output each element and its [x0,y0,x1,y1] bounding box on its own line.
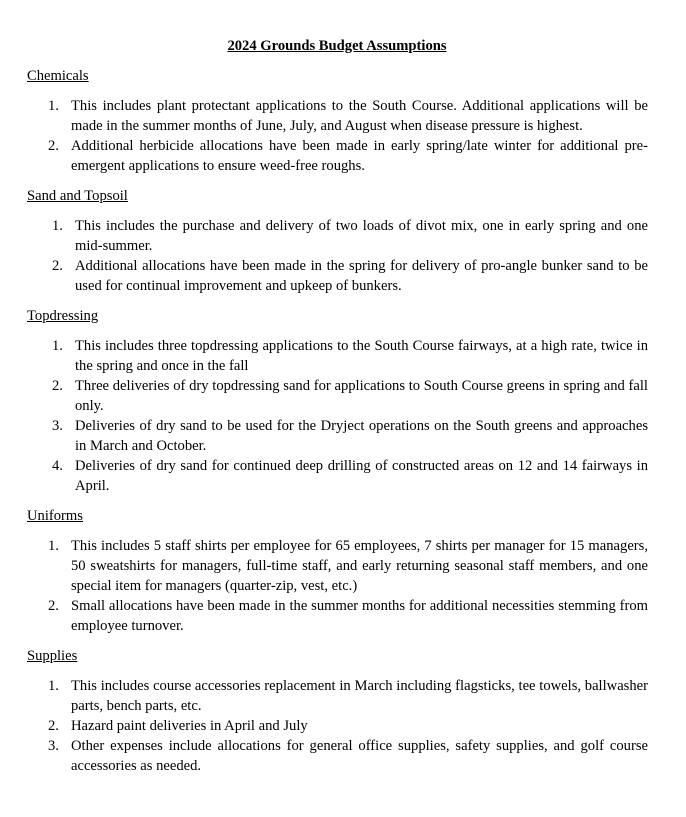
list-item [24,96,648,136]
list-number: 2. [48,718,59,734]
list-number: 2. [52,258,63,274]
list-number: 4. [52,458,63,474]
section-heading: Chemicals [27,68,89,84]
list-item [24,716,648,736]
list-number: 2. [48,598,59,614]
list-item [24,256,648,296]
list-item [24,416,648,456]
list-number: 1. [48,538,59,554]
list-item [24,456,648,496]
section-uniforms [24,506,648,636]
list-item-text: Small allocations have been made in the summer months for additional necessities stemming from employee turnover. [71,598,648,634]
list-number: 2. [48,138,59,154]
numbered-list [24,336,648,496]
list-number: 3. [48,738,59,754]
list-item-text: Additional allocations have been made in the spring for delivery of pro-angle bunker sand to be used for continual improvement and upkeep of bunkers. [75,258,648,294]
list-number: 1. [48,678,59,694]
list-item [24,216,648,256]
list-item [24,736,648,776]
section-supplies [24,646,648,776]
list-item-text: Three deliveries of dry topdressing sand for applications to South Course greens in spring and fall only. [75,378,648,414]
numbered-list [24,536,648,636]
section-heading: Sand and Topsoil [27,188,128,204]
list-item-text: Hazard paint deliveries in April and July [71,718,308,734]
section-heading: Uniforms [27,508,83,524]
list-item [24,336,648,376]
list-item [24,596,648,636]
list-number: 1. [48,98,59,114]
list-number: 1. [52,218,63,234]
section-sand-and-topsoil [24,186,648,296]
list-item-text: Other expenses include allocations for general office supplies, safety supplies, and golf course accessories as needed. [71,738,648,774]
list-number: 3. [52,418,63,434]
section-heading: Supplies [27,648,78,664]
list-item [24,536,648,596]
section-chemicals [24,66,648,176]
numbered-list [24,676,648,776]
list-number: 2. [52,378,63,394]
list-item [24,136,648,176]
list-item-text: This includes 5 staff shirts per employee for 65 employees, 7 shirts per manager for 15 managers, 50 sweatshirts for managers, full-time staff, and early returning seasonal staff members, and one special item for managers (quarter-zip, vest, etc.) [71,538,648,594]
list-item [24,376,648,416]
list-item-text: This includes three topdressing applications to the South Course fairways, at a high rate, twice in the spring and once in the fall [75,338,648,374]
list-item-text: This includes the purchase and delivery of two loads of divot mix, one in early spring and one mid-summer. [75,218,648,254]
section-heading: Topdressing [27,308,99,324]
numbered-list [24,216,648,296]
list-item [24,676,648,716]
list-number: 1. [52,338,63,354]
numbered-list [24,96,648,176]
list-item-text: Deliveries of dry sand to be used for the Dryject operations on the South greens and approaches in March and October. [75,418,648,454]
section-topdressing [24,306,648,496]
list-item-text: Additional herbicide allocations have been made in early spring/late winter for additional pre-emergent applications to ensure weed-free roughs. [71,138,648,174]
list-item-text: This includes course accessories replacement in March including flagsticks, tee towels, ballwasher parts, bench parts, etc. [71,678,648,714]
page-title: 2024 Grounds Budget Assumptions [227,38,447,54]
list-item-text: Deliveries of dry sand for continued deep drilling of constructed areas on 12 and 14 fairways in April. [75,458,648,494]
list-item-text: This includes plant protectant applications to the South Course. Additional applications will be made in the summer months of June, July, and August when disease pressure is highest. [71,98,648,134]
